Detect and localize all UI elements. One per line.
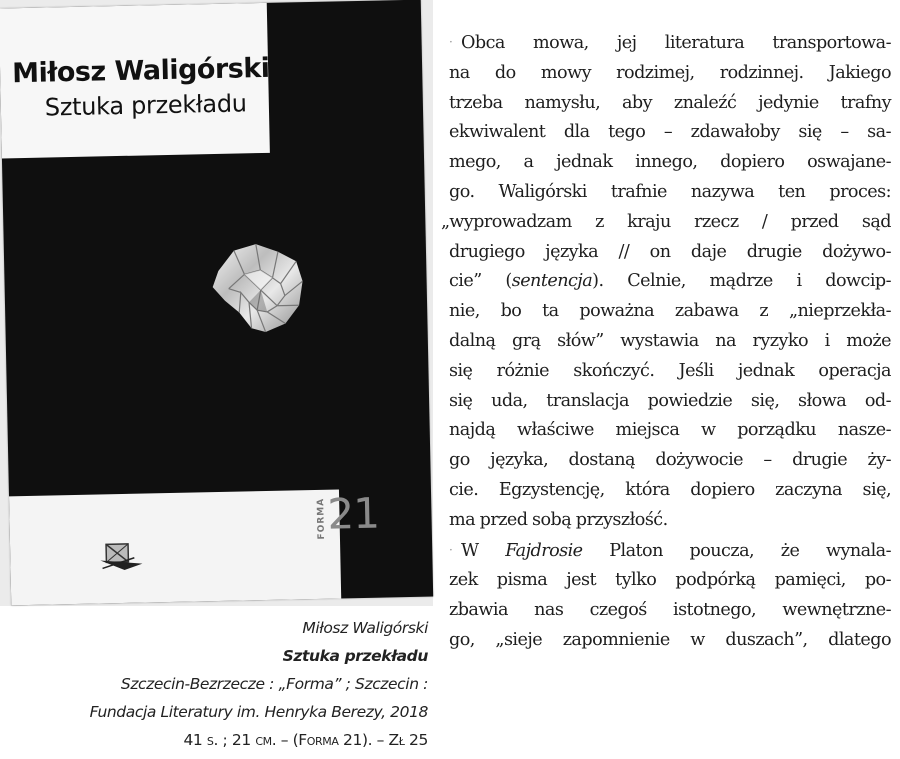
text-line: cie” (sentencja). Celnie, mądrze i dowcip-: [449, 271, 892, 292]
text-line: ekwiwalent dla tego – zdawałoby się – sa-: [449, 122, 891, 143]
text-line: mego, a jednak innego, dopiero oswajane-: [449, 152, 891, 173]
cover-title: Sztuka przekładu: [44, 89, 247, 122]
text-line: dalną grą słów” wystawia na ryzyko i może: [449, 330, 891, 351]
text-line: trzeba namysłu, aby znaleźć jedynie trafny: [449, 92, 891, 113]
caption-title: Sztuka przekładu: [282, 647, 428, 665]
text-line: nie, bo ta poważna zabawa z „nieprzekła-: [449, 301, 891, 322]
text-line: najdą właściwe miejsca w porządku nasze-: [449, 420, 891, 441]
cover-title-panel: [0, 3, 270, 159]
caption-description: 41 s. ; 21 cm. – (Forma 21). – Zł 25: [183, 731, 428, 749]
cover-series-number: 21: [326, 488, 380, 539]
text-line: · W Fajdrosie Platon poucza, że wynala-: [449, 536, 891, 567]
caption-foundation: Fundacja Literatury im. Henryka Berezy, 2018: [89, 703, 428, 721]
text-line: zbawia nas czegoś istotnego, wewnętrzne-: [449, 600, 891, 621]
book-cover: [0, 0, 433, 605]
text-line: ma przed sobą przyszłość.: [449, 509, 668, 530]
paragraph-bullet-icon: ·: [449, 542, 453, 557]
text-line: go, „sieje zapomnienie w duszach”, dlatego: [449, 629, 891, 650]
text-line: się uda, translacja powiedzie się, słowa od-: [449, 390, 891, 411]
review-text: [441, 28, 892, 656]
text-line: „wyprowadzam z kraju rzecz / przed sąd: [441, 211, 891, 232]
text-line: na do mowy rodzimej, rodzinnej. Jakiego: [449, 62, 891, 83]
text-line: drugiego języka // on daje drugie dożywo-: [449, 241, 891, 262]
text-line: zek pisma jest tylko podpórką pamięci, po-: [449, 570, 891, 591]
caption-author: Miłosz Waligórski: [302, 619, 428, 637]
text-line: · Obca mowa, jej literatura transportowa-: [449, 28, 891, 59]
text-line: się różnie skończyć. Jeśli jednak operacja: [449, 360, 891, 381]
text-line: go. Waligórski trafnie nazywa ten proces:: [449, 181, 891, 202]
cover-series-label: FORMA: [316, 497, 327, 540]
book-caption: [0, 614, 428, 754]
cover-bottom-panel: [9, 488, 380, 605]
publisher-logo-icon: [98, 538, 145, 573]
book-cover-frame: [0, 0, 433, 606]
crumpled-foil-image: [204, 239, 310, 337]
italic-word: Fajdrosie: [505, 540, 583, 561]
paragraph-bullet-icon: ·: [449, 35, 453, 49]
italic-word: sentencja: [511, 271, 593, 292]
cover-author: Miłosz Waligórski: [11, 52, 270, 90]
text-line: go języka, dostaną dożywocie – drugie ży-: [449, 450, 891, 471]
caption-publisher: Szczecin-Bezrzecze : „Forma” ; Szczecin :: [120, 675, 428, 693]
text-line: cie. Egzystencję, która dopiero zaczyna się,: [449, 479, 891, 500]
